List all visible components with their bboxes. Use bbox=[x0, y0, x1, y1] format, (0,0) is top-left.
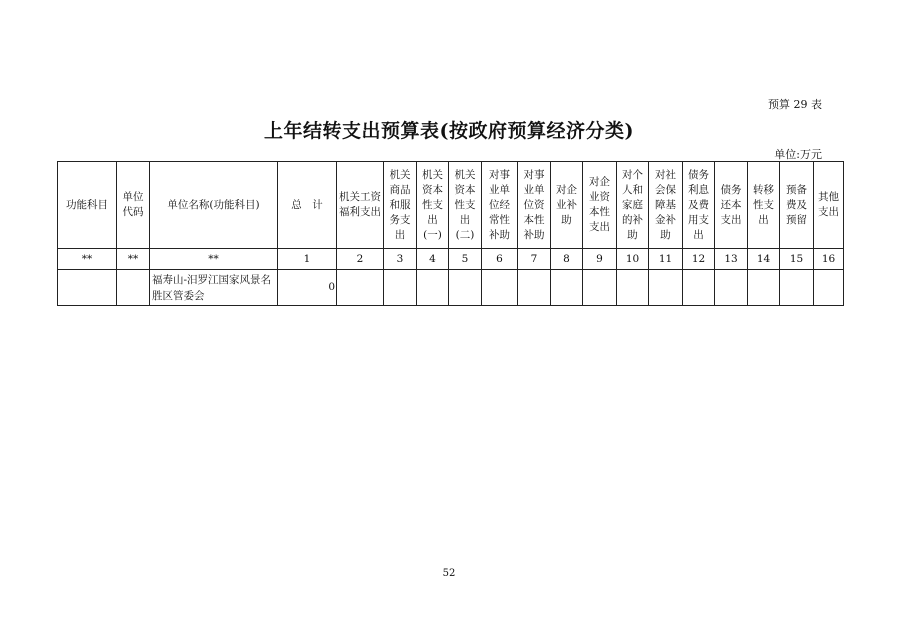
header-col-2: 机关工资福利支出 bbox=[337, 162, 384, 249]
header-col-13: 债务还本支出 bbox=[715, 162, 748, 249]
index-cell: 14 bbox=[748, 249, 780, 270]
header-col-11: 对社会保障基金补助 bbox=[649, 162, 683, 249]
page-number: 52 bbox=[442, 568, 456, 579]
header-col-16: 其他支出 bbox=[814, 162, 844, 249]
index-cell: 7 bbox=[518, 249, 551, 270]
empty-cell bbox=[780, 270, 814, 306]
empty-cell bbox=[683, 270, 715, 306]
header-col-9: 对企业资本性支出 bbox=[583, 162, 617, 249]
empty-cell bbox=[384, 270, 417, 306]
empty-cell bbox=[518, 270, 551, 306]
empty-cell bbox=[715, 270, 748, 306]
total-cell: 0 bbox=[278, 270, 337, 306]
table-row bbox=[58, 270, 844, 306]
index-cell: ** bbox=[58, 249, 117, 270]
header-func-subject: 功能科目 bbox=[58, 162, 117, 249]
table-number: 预算 29 表 bbox=[768, 98, 822, 111]
header-col-14: 转移性支出 bbox=[748, 162, 780, 249]
header-col-12: 债务利息及费用支出 bbox=[683, 162, 715, 249]
index-row bbox=[58, 249, 844, 270]
index-cell: ** bbox=[117, 249, 150, 270]
header-col-8: 对企业补助 bbox=[551, 162, 583, 249]
index-cell: 3 bbox=[384, 249, 417, 270]
empty-cell bbox=[449, 270, 482, 306]
index-cell: 9 bbox=[583, 249, 617, 270]
index-cell: 8 bbox=[551, 249, 583, 270]
index-cell: 16 bbox=[814, 249, 844, 270]
header-total: 总 计 bbox=[278, 162, 337, 249]
empty-cell bbox=[814, 270, 844, 306]
index-cell: ** bbox=[150, 249, 278, 270]
header-col-6: 对事业单位经常性补助 bbox=[482, 162, 518, 249]
empty-cell bbox=[551, 270, 583, 306]
index-cell: 10 bbox=[617, 249, 649, 270]
index-cell: 4 bbox=[417, 249, 449, 270]
header-unit-code: 单位代码 bbox=[117, 162, 150, 249]
index-cell: 2 bbox=[337, 249, 384, 270]
page-title: 上年结转支出预算表(按政府预算经济分类) bbox=[264, 120, 634, 142]
index-cell: 6 bbox=[482, 249, 518, 270]
header-col-5: 机关资本性支出(二) bbox=[449, 162, 482, 249]
budget-table bbox=[57, 161, 844, 306]
func-subject-cell bbox=[58, 270, 117, 306]
header-row bbox=[58, 162, 844, 249]
unit-name-cell: 福寿山-汨罗江国家风景名胜区管委会 bbox=[150, 270, 278, 306]
index-cell: 15 bbox=[780, 249, 814, 270]
empty-cell bbox=[748, 270, 780, 306]
header-unit-name: 单位名称(功能科目) bbox=[150, 162, 278, 249]
empty-cell bbox=[417, 270, 449, 306]
index-cell: 12 bbox=[683, 249, 715, 270]
header-col-7: 对事业单位资本性补助 bbox=[518, 162, 551, 249]
empty-cell bbox=[337, 270, 384, 306]
empty-cell bbox=[583, 270, 617, 306]
index-cell: 5 bbox=[449, 249, 482, 270]
unit-code-cell bbox=[117, 270, 150, 306]
empty-cell bbox=[649, 270, 683, 306]
index-cell: 1 bbox=[278, 249, 337, 270]
header-col-10: 对个人和家庭的补助 bbox=[617, 162, 649, 249]
unit-label: 单位:万元 bbox=[774, 148, 822, 161]
header-col-3: 机关商品和服务支出 bbox=[384, 162, 417, 249]
empty-cell bbox=[617, 270, 649, 306]
header-col-15: 预备费及预留 bbox=[780, 162, 814, 249]
index-cell: 11 bbox=[649, 249, 683, 270]
index-cell: 13 bbox=[715, 249, 748, 270]
header-col-4: 机关资本性支出(一) bbox=[417, 162, 449, 249]
empty-cell bbox=[482, 270, 518, 306]
